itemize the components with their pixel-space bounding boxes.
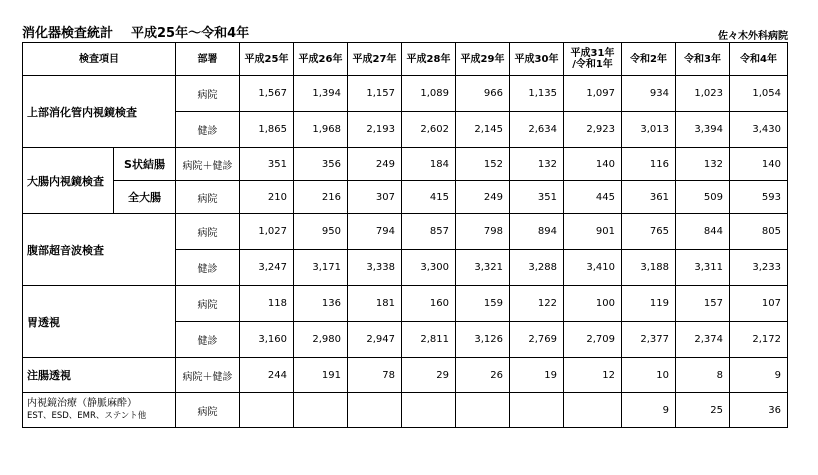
item-label: [23, 393, 176, 428]
value-cell: 3,126: [456, 322, 510, 358]
value-cell: 966: [456, 76, 510, 112]
value-cell: 249: [456, 181, 510, 214]
value-cell: 118: [240, 286, 294, 322]
value-cell: 107: [730, 286, 788, 322]
value-cell: 1,097: [564, 76, 622, 112]
dept-cell: 病院: [176, 214, 240, 250]
value-cell: 184: [402, 148, 456, 181]
dept-cell: 病院: [176, 76, 240, 112]
value-cell: 445: [564, 181, 622, 214]
value-cell: 160: [402, 286, 456, 322]
value-cell: 1,394: [294, 76, 348, 112]
treatment-name: 内視鏡治療（静脈麻酔）: [27, 398, 137, 409]
value-cell: 122: [510, 286, 564, 322]
item-label: 上部消化管内視鏡検査: [23, 76, 176, 148]
item-label: 大腸内視鏡検査: [23, 148, 114, 214]
value-cell: 1,968: [294, 112, 348, 148]
dept-cell: 病院: [176, 181, 240, 214]
value-cell: 3,321: [456, 250, 510, 286]
item-label: 腹部超音波検査: [23, 214, 176, 286]
table-row: [23, 76, 788, 112]
dept-cell: 健診: [176, 250, 240, 286]
dept-cell: 病院: [176, 286, 240, 322]
dept-cell: 健診: [176, 322, 240, 358]
value-cell: 3,188: [622, 250, 676, 286]
value-cell: 136: [294, 286, 348, 322]
value-cell: 765: [622, 214, 676, 250]
title-period: 平成25年～令和4年: [131, 26, 250, 41]
header-year: 平成30年: [510, 43, 564, 76]
value-cell: 2,811: [402, 322, 456, 358]
value-cell: 116: [622, 148, 676, 181]
value-cell: 1,027: [240, 214, 294, 250]
value-cell: [456, 393, 510, 428]
header-year: 令和3年: [676, 43, 730, 76]
value-cell: 119: [622, 286, 676, 322]
value-cell: 2,634: [510, 112, 564, 148]
header-year: 平成27年: [348, 43, 402, 76]
value-cell: 1,135: [510, 76, 564, 112]
value-cell: 3,300: [402, 250, 456, 286]
value-cell: 12: [564, 358, 622, 393]
header-year-line1: 平成31年: [570, 48, 615, 59]
value-cell: 2,602: [402, 112, 456, 148]
value-cell: 3,247: [240, 250, 294, 286]
table-row: [23, 181, 788, 214]
value-cell: 36: [730, 393, 788, 428]
value-cell: 794: [348, 214, 402, 250]
value-cell: [348, 393, 402, 428]
value-cell: [402, 393, 456, 428]
value-cell: 100: [564, 286, 622, 322]
value-cell: 894: [510, 214, 564, 250]
value-cell: 901: [564, 214, 622, 250]
value-cell: 3,288: [510, 250, 564, 286]
header-year: 令和2年: [622, 43, 676, 76]
value-cell: 78: [348, 358, 402, 393]
value-cell: 934: [622, 76, 676, 112]
header-dept: 部署: [176, 43, 240, 76]
value-cell: 593: [730, 181, 788, 214]
value-cell: [240, 393, 294, 428]
value-cell: 3,233: [730, 250, 788, 286]
value-cell: 2,980: [294, 322, 348, 358]
value-cell: 19: [510, 358, 564, 393]
dept-cell: 病院＋健診: [176, 148, 240, 181]
value-cell: 216: [294, 181, 348, 214]
value-cell: 351: [240, 148, 294, 181]
value-cell: 1,054: [730, 76, 788, 112]
table-row: [23, 286, 788, 322]
item-label: 胃透視: [23, 286, 176, 358]
value-cell: 351: [510, 181, 564, 214]
value-cell: 2,374: [676, 322, 730, 358]
value-cell: 3,160: [240, 322, 294, 358]
value-cell: 950: [294, 214, 348, 250]
value-cell: 2,923: [564, 112, 622, 148]
value-cell: 249: [348, 148, 402, 181]
value-cell: 3,013: [622, 112, 676, 148]
value-cell: 2,193: [348, 112, 402, 148]
subitem-label: 全大腸: [114, 181, 176, 214]
header-year: 平成25年: [240, 43, 294, 76]
value-cell: 509: [676, 181, 730, 214]
value-cell: 361: [622, 181, 676, 214]
value-cell: 798: [456, 214, 510, 250]
value-cell: 3,171: [294, 250, 348, 286]
hospital-name: 佐々木外科病院: [718, 31, 788, 42]
value-cell: 140: [564, 148, 622, 181]
value-cell: 2,145: [456, 112, 510, 148]
value-cell: 26: [456, 358, 510, 393]
value-cell: 25: [676, 393, 730, 428]
value-cell: 159: [456, 286, 510, 322]
value-cell: 9: [730, 358, 788, 393]
value-cell: 1,089: [402, 76, 456, 112]
value-cell: 181: [348, 286, 402, 322]
value-cell: 3,430: [730, 112, 788, 148]
value-cell: 132: [510, 148, 564, 181]
value-cell: 210: [240, 181, 294, 214]
value-cell: 2,709: [564, 322, 622, 358]
stats-table: [22, 42, 788, 428]
table-row: [23, 393, 788, 428]
value-cell: 857: [402, 214, 456, 250]
value-cell: 3,311: [676, 250, 730, 286]
value-cell: 2,947: [348, 322, 402, 358]
value-cell: 2,377: [622, 322, 676, 358]
table-row: [23, 358, 788, 393]
header-year: 平成26年: [294, 43, 348, 76]
header-year: 平成29年: [456, 43, 510, 76]
value-cell: 805: [730, 214, 788, 250]
value-cell: 29: [402, 358, 456, 393]
value-cell: 132: [676, 148, 730, 181]
header-year: 令和4年: [730, 43, 788, 76]
value-cell: 3,394: [676, 112, 730, 148]
value-cell: 191: [294, 358, 348, 393]
table-row: [23, 214, 788, 250]
value-cell: 1,157: [348, 76, 402, 112]
value-cell: 356: [294, 148, 348, 181]
header-row: [23, 43, 788, 76]
value-cell: 2,172: [730, 322, 788, 358]
treatment-detail: EST、ESD、EMR、ステント他: [27, 411, 147, 421]
header-item: 検査項目: [23, 43, 176, 76]
value-cell: 1,023: [676, 76, 730, 112]
table-row: [23, 148, 788, 181]
value-cell: 1,567: [240, 76, 294, 112]
page-title: [22, 22, 249, 41]
value-cell: 415: [402, 181, 456, 214]
dept-cell: 健診: [176, 112, 240, 148]
value-cell: [564, 393, 622, 428]
value-cell: 3,338: [348, 250, 402, 286]
value-cell: 244: [240, 358, 294, 393]
value-cell: 157: [676, 286, 730, 322]
value-cell: 10: [622, 358, 676, 393]
item-label: 注腸透視: [23, 358, 176, 393]
value-cell: 2,769: [510, 322, 564, 358]
value-cell: 307: [348, 181, 402, 214]
header-year-line2: /令和1年: [572, 59, 613, 70]
value-cell: [294, 393, 348, 428]
header-year: [564, 43, 622, 76]
value-cell: 844: [676, 214, 730, 250]
value-cell: 152: [456, 148, 510, 181]
value-cell: [510, 393, 564, 428]
title-text: 消化器検査統計: [22, 26, 114, 41]
subitem-label: S状結腸: [114, 148, 176, 181]
dept-cell: 病院＋健診: [176, 358, 240, 393]
value-cell: 9: [622, 393, 676, 428]
header-year: 平成28年: [402, 43, 456, 76]
dept-cell: 病院: [176, 393, 240, 428]
value-cell: 3,410: [564, 250, 622, 286]
value-cell: 140: [730, 148, 788, 181]
value-cell: 8: [676, 358, 730, 393]
value-cell: 1,865: [240, 112, 294, 148]
